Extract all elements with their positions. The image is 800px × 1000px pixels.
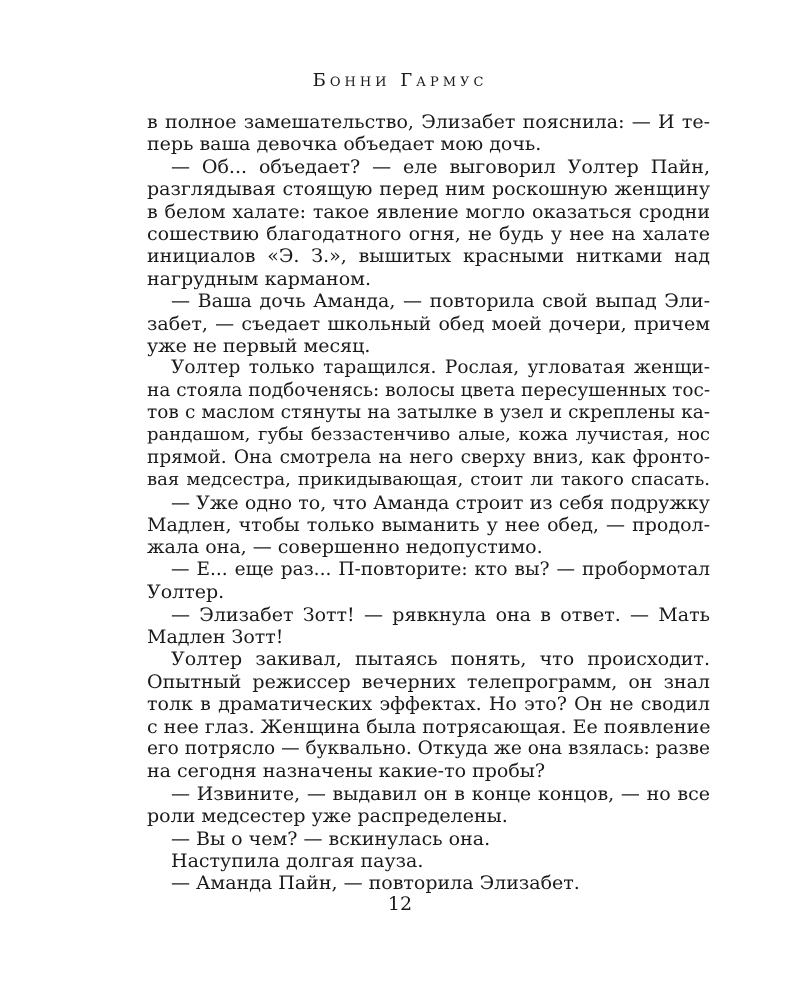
text-line: жала она, — совершенно недопустимо.: [147, 536, 543, 559]
text-line: — Элизабет Зотт! — рявкнула она в ответ. — Мать: [171, 603, 710, 626]
text-line: Наступила долгая пауза.: [171, 849, 424, 872]
text-line: уже не первый месяц.: [147, 334, 371, 357]
text-line: Уолтер закивал, пытаясь понять, что происходит.: [171, 648, 710, 671]
text-line: в полное замешательство, Элизабет пояснила: — И те-: [147, 111, 710, 133]
text-line: Мадлен Зотт!: [147, 625, 284, 648]
text-line: — Е... еще раз... П-повторите: кто вы? — пробормотал: [171, 558, 710, 580]
text-line: Уолтер только таращился. Рослая, угловатая женщи-: [171, 357, 710, 379]
text-line: толк в драматических эффектах. Но это? Он не сводил: [147, 693, 710, 716]
text-line: на стояла подбоченясь: волосы цвета пересушенных тос-: [147, 379, 710, 401]
text-line: — Ваша дочь Аманда, — повторила свой выпад Эли-: [171, 290, 710, 313]
body-text: [147, 111, 710, 895]
text-line: на сегодня назначены какие-то пробы?: [147, 760, 546, 783]
text-line: в белом халате: такое явление могло оказаться сродни: [147, 200, 710, 223]
text-line: с нее глаз. Женщина была потрясающая. Ее появление: [147, 715, 710, 738]
running-head: Бонни Гармус: [312, 70, 488, 91]
text-line: инициалов «Э. З.», вышитых красными нитками над: [147, 245, 710, 268]
text-line: перь ваша девочка объедает мою дочь.: [147, 133, 542, 156]
text-line: — Уже одно то, что Аманда строит из себя подружку: [171, 491, 710, 514]
text-line: Опытный режиссер вечерних телепрограмм, он знал: [147, 670, 710, 693]
text-line: рандашом, губы беззастенчиво алые, кожа лучистая, нос: [147, 424, 710, 446]
text-line: — Вы о чем? — вскинулась она.: [171, 827, 491, 850]
text-line: забет, — съедает школьный обед моей дочери, причем: [147, 312, 710, 335]
text-line: сошествию благодатного огня, не будь у нее на халате: [147, 222, 710, 245]
text-line: тов с маслом стянуты на затылке в узел и скреплены ка-: [147, 402, 710, 424]
text-line: вая медсестра, прикидывающая, стоит ли такого спасать.: [147, 469, 710, 491]
text-line: — Аманда Пайн, — повторила Элизабет.: [171, 872, 580, 895]
text-line: Мадлен, чтобы только выманить у нее обед, — продол-: [147, 514, 710, 537]
text-line: — Извините, — выдавил он в конце концов, — но все: [171, 782, 710, 805]
text-line: нагрудным карманом.: [147, 267, 371, 290]
text-line: Уолтер.: [147, 581, 225, 604]
text-line: разглядывая стоящую перед ним роскошную женщину: [147, 178, 710, 201]
text-line: — Об... объедает? — еле выговорил Уолтер Пайн,: [171, 155, 710, 178]
text-line: роли медсестер уже распределены.: [147, 805, 508, 828]
text-line: прямой. Она смотрела на него сверху вниз, как фронто-: [147, 446, 710, 468]
page-number: 12: [387, 893, 413, 915]
text-line: его потрясло — буквально. Откуда же она взялась: разве: [147, 737, 710, 759]
